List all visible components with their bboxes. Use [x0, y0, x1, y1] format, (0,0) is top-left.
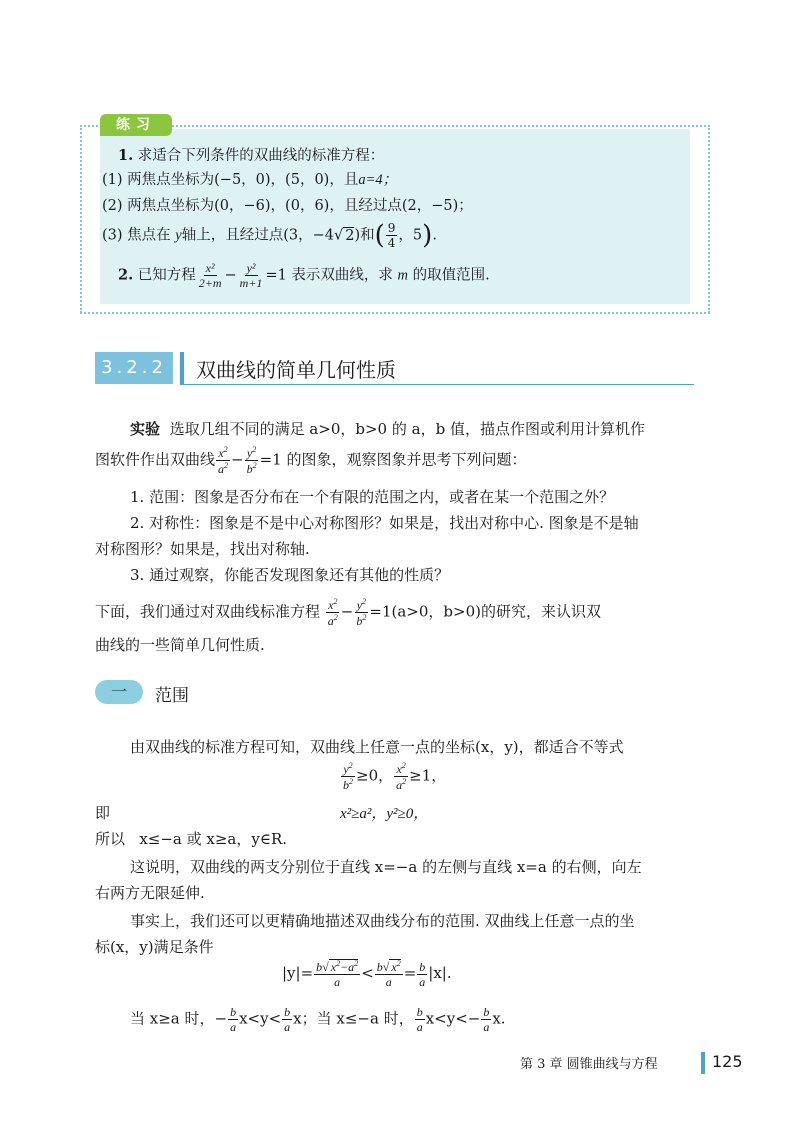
experiment-line2a: 图软件作出双曲线 [95, 450, 216, 469]
practice-tab: 练习 [100, 114, 172, 136]
practice-q1 [118, 144, 384, 165]
last-a: 当 x≥a 时，− [130, 1009, 228, 1028]
practice-border-bottom [80, 312, 710, 314]
practice-q1-item2: (2) 两焦点坐标为(0，−6)，(0，6)，且经过点(2，−5)； [102, 198, 473, 214]
range-result: x≤−a 或 x≥a，y∈R. [139, 830, 288, 848]
q1-item3-pt1b: )和 [354, 227, 375, 244]
eq-eq: = [403, 964, 417, 982]
range-p5: 标(x，y)满足条件 [95, 938, 214, 956]
intro-line1: 下面，我们通过对双曲线标准方程 $\frac{x^2}{a^2}$ − $\frac{y^2}{b^2}$ =1(a>0，b>0)的研究，来认识双 [95, 597, 601, 628]
experiment-line1 [130, 418, 645, 439]
eq-abs: |x|. [428, 964, 452, 982]
last-b: x<y< [239, 1009, 282, 1028]
q1-item1-a: a=4； [358, 172, 398, 188]
q2-m: m [397, 267, 409, 284]
q1-item3-text: (3) 焦点在 [102, 227, 171, 244]
practice-q2 [118, 262, 490, 289]
range-p1: 由双曲线的标准方程可知，双曲线上任意一点的坐标(x，y)，都适合不等式 [130, 738, 624, 756]
q1-text: 求适合下列条件的双曲线的标准方程： [137, 148, 385, 164]
experiment-item2: 2. 对称性：图象是不是中心对称图形？如果是，找出对称中心. 图象是不是轴 [130, 514, 639, 532]
intro-line2: 曲线的一些简单几何性质. [95, 636, 265, 654]
q1-item3-frac: $\frac{9}{4}$ [387, 221, 396, 250]
experiment-line2: 图软件作出双曲线 $\frac{x^2}{a^2}$ − $\frac{y^2}{b^2}$ =1 的图象，观察图象并思考下列问题： [95, 445, 527, 476]
section-bar [180, 352, 184, 384]
range-p4: 事实上，我们还可以更精确地描述双曲线分布的范围. 双曲线上任意一点的坐 [130, 912, 635, 930]
q1-item3-mid: 轴上，且经过点 [181, 227, 284, 244]
range-suoyi: 所以 [95, 830, 126, 848]
q2-frac1: $\frac{\text{x²}}{2+m}$ [198, 261, 222, 290]
last-d: x<y<− [425, 1009, 481, 1028]
practice-border-left [80, 125, 82, 313]
experiment-item2b: 对称图形？如果是，找出对称轴. [95, 540, 310, 558]
q1-number: 1. [118, 147, 134, 164]
range-ineq1: $\frac{y^2}{b^2}$ ≥0， $\frac{x^2}{a^2}$ ≥1， [343, 761, 447, 792]
section-title: 双曲线的简单几何性质 [196, 358, 396, 382]
footer-bar [701, 1052, 705, 1074]
range-equation: |y|= $\frac{b√ x^2-a^2}{a}$ < $\frac{b√ x^2}{a}$ = $\frac{b}{a}$ |x|. [282, 959, 452, 989]
range-ji: 即 [95, 804, 111, 822]
practice-border-right [708, 125, 710, 313]
footer-chapter: 第 3 章 圆锥曲线与方程 [520, 1057, 658, 1072]
range-p2: 这说明，双曲线的两支分别位于直线 x=−a 的左侧与直线 x=a 的右侧，向左 [130, 858, 642, 876]
experiment-item3: 3. 通过观察，你能否发现图象还有其他的性质？ [130, 566, 450, 584]
experiment-label: 实验 [130, 420, 161, 438]
intro-line1a: 下面，我们通过对双曲线标准方程 [95, 602, 321, 621]
eq-lt: < [361, 964, 374, 982]
q1-item3-pt1a: (3，−4 [283, 227, 334, 244]
q2-post: =1 表示双曲线，求 [265, 267, 393, 284]
section-number: 3.2.2 [95, 352, 173, 384]
q2-end: 的取值范围. [412, 267, 490, 284]
range-last: 当 x≥a 时，− $\frac{b}{a}$ x<y< $\frac{b}{a}$ x；当 x≤−a 时， $\frac{b}{a}$ x<y<− $\frac{b}{a}$ x. [130, 1005, 506, 1034]
range-suoyi-line [95, 828, 287, 849]
page-number: 125 [712, 1052, 743, 1071]
subsection-pill: 一 [95, 680, 143, 704]
q2-number: 2. [118, 266, 134, 284]
q1-item3-sqrt: 2 [345, 227, 355, 244]
q1-item3-end: . [432, 227, 437, 244]
q2-frac2: $\frac{\text{y²}}{m+1}$ [239, 261, 263, 290]
range-p3: 右两方无限延伸. [95, 884, 205, 902]
section-rule [180, 384, 694, 385]
ineq1a: ≥0， [356, 766, 394, 785]
experiment-line1-text: 选取几组不同的满足 a>0，b>0 的 a，b 值，描点作图或利用计算机作 [169, 420, 645, 438]
practice-q1-item1 [102, 168, 397, 189]
last-e: x. [492, 1009, 506, 1028]
practice-border-top [80, 125, 710, 127]
range-ineq2: x²≥a²，y²≥0， [340, 806, 429, 822]
eq-lhs: |y|= [282, 964, 314, 982]
q1-item3-y: y [175, 227, 182, 244]
experiment-line2b: =1 的图象，观察图象并思考下列问题： [259, 450, 527, 469]
practice-q1-item3: (3) 焦点在 y轴上，且经过点(3，−4√ 2)和( $\frac{9}{4}$ ，5). [102, 220, 437, 251]
ineq1b: ≥1， [409, 766, 447, 785]
experiment-item1: 1. 范围：图象是否分布在一个有限的范围之内，或者在某一个范围之外？ [130, 488, 615, 506]
subsection-title: 范围 [155, 686, 189, 706]
q1-item1-text: (1) 两焦点坐标为(−5，0)，(5，0)，且 [102, 172, 359, 188]
intro-line1b: =1(a>0，b>0)的研究，来认识双 [369, 602, 601, 621]
last-c: x；当 x≤−a 时， [293, 1009, 414, 1028]
q2-pre: 已知方程 [137, 267, 196, 284]
q2-minus: − [224, 267, 237, 284]
q1-item3-pt2b: ，5 [398, 227, 423, 244]
